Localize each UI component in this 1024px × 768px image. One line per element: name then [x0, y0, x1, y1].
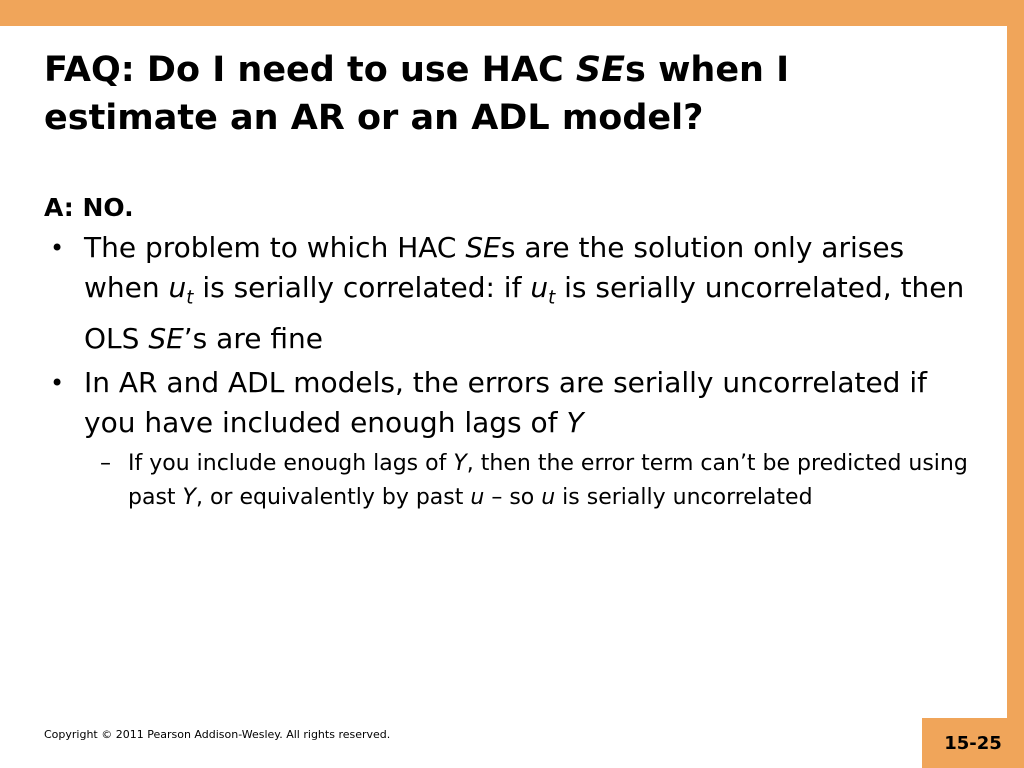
math-var: u — [530, 271, 549, 304]
math-subscript: t — [186, 287, 194, 309]
bullet-marker: • — [50, 368, 65, 397]
bullet-item-ar-adl — [44, 363, 974, 443]
bullet-text: is serially uncorrelated, then OLS — [84, 271, 965, 355]
math-subscript: t — [548, 287, 556, 309]
bullet-italic: SE — [148, 321, 184, 355]
copyright-notice: Copyright © 2011 Pearson Addison-Wesley. All rights reserved. — [44, 728, 391, 741]
bullet-text: ’s are fine — [183, 321, 323, 355]
slide-title — [44, 46, 974, 142]
dash-marker: – — [100, 450, 111, 476]
top-accent-bar — [0, 0, 1024, 26]
math-var: Y — [453, 450, 467, 476]
sub-text: , or equivalently by past — [195, 484, 471, 510]
math-var: u — [541, 484, 556, 510]
math-var: Y — [182, 484, 196, 510]
slide-body — [44, 190, 974, 515]
math-var: Y — [566, 405, 584, 439]
bullet-item-hac — [44, 228, 974, 359]
bullet-text: The problem to which HAC — [84, 231, 466, 264]
slide-number: 15-25 — [922, 718, 1024, 768]
bullet-text: is serially correlated: if — [193, 271, 531, 304]
right-accent-bar — [1007, 0, 1024, 768]
sub-bullet-lags — [100, 447, 974, 515]
bullet-italic: SE — [465, 231, 501, 264]
sub-text: , then the error term can’t be predicted using past — [128, 450, 968, 510]
sub-text: If you include enough lags of — [128, 450, 454, 476]
bullet-marker: • — [50, 234, 65, 262]
title-italic-text: SE — [575, 50, 626, 90]
bullet-text: In AR and ADL models, the errors are serially uncorrelated if you have included enough lags of — [84, 365, 927, 439]
sub-text: – so — [484, 484, 542, 510]
math-var: u — [168, 271, 187, 304]
title-text-end: s when I estimate an AR or an ADL model? — [44, 50, 790, 138]
math-var: u — [470, 484, 485, 510]
answer-line: A: NO. — [44, 193, 134, 222]
sub-text: is serially uncorrelated — [555, 484, 813, 510]
title-text: FAQ: Do I need to use HAC — [44, 50, 576, 90]
bullet-text: s are the solution only arises when — [84, 231, 905, 304]
